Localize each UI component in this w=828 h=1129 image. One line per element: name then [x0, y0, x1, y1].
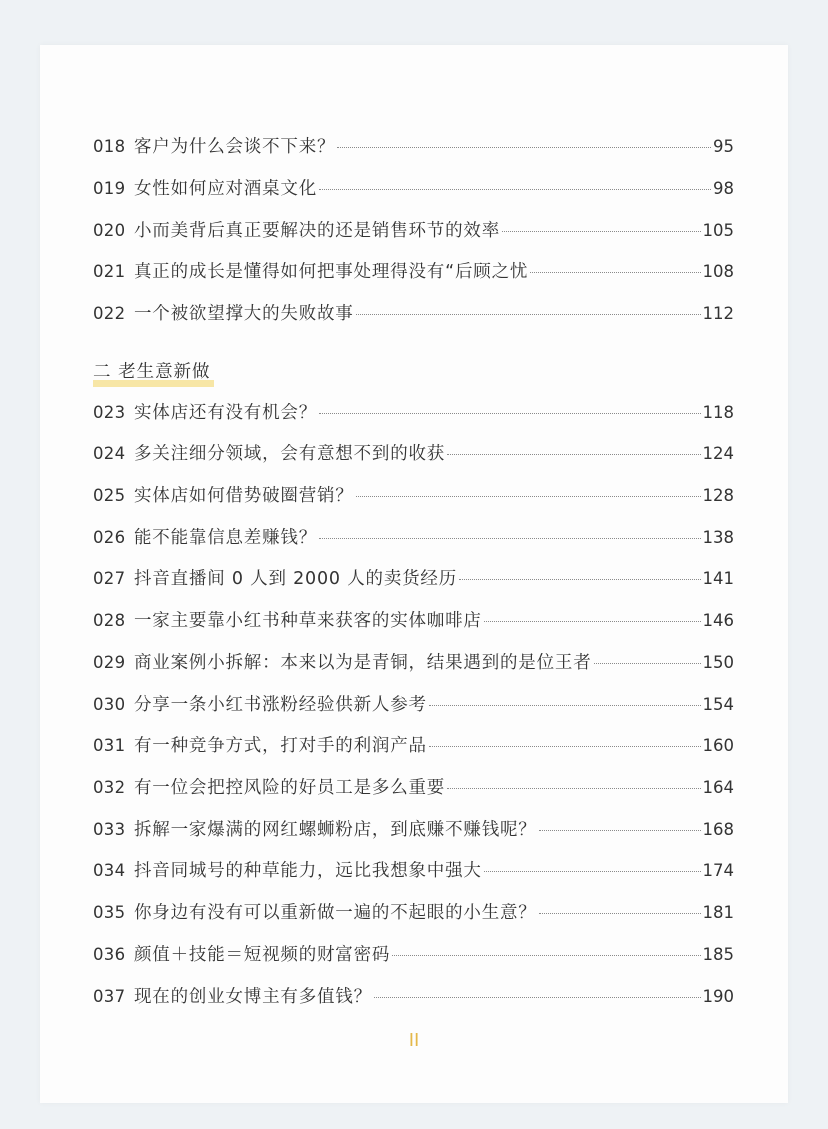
entry-title: 女性如何应对酒桌文化 — [134, 179, 317, 199]
toc-entry[interactable] — [93, 940, 734, 970]
toc-entry[interactable] — [93, 216, 734, 246]
entry-page: 174 — [702, 861, 734, 880]
entry-title: 一家主要靠小红书种草来获客的实体咖啡店 — [134, 611, 482, 631]
entry-number: 019 — [93, 179, 126, 198]
dot-leader — [374, 996, 701, 998]
toc-entry[interactable] — [93, 257, 734, 287]
entry-number: 036 — [93, 945, 126, 964]
dot-leader — [484, 620, 701, 622]
dot-leader — [337, 146, 711, 148]
dot-leader — [356, 495, 701, 497]
section-heading: 二 老生意新做 — [93, 357, 214, 387]
toc-entry[interactable] — [93, 398, 734, 428]
entry-page: 181 — [702, 903, 734, 922]
dot-leader — [459, 578, 700, 580]
toc-entry[interactable] — [93, 564, 734, 594]
entry-title: 实体店如何借势破圈营销？ — [134, 486, 354, 506]
toc-entry[interactable] — [93, 856, 734, 886]
entry-number: 035 — [93, 903, 126, 922]
entry-number: 025 — [93, 486, 126, 505]
entry-page: 185 — [702, 945, 734, 964]
entry-page: 128 — [702, 486, 734, 505]
dot-leader — [319, 188, 711, 190]
toc-entry[interactable] — [93, 481, 734, 511]
toc-entry[interactable] — [93, 174, 734, 204]
dot-leader — [429, 704, 701, 706]
entry-page: 146 — [702, 611, 734, 630]
toc-entry[interactable] — [93, 439, 734, 469]
toc-entry[interactable] — [93, 132, 734, 162]
entry-title: 一个被欲望撑大的失败故事 — [134, 304, 354, 324]
entry-number: 029 — [93, 653, 126, 672]
entry-title: 能不能靠信息差赚钱？ — [134, 528, 317, 548]
entry-title: 多关注细分领域，会有意想不到的收获 — [134, 444, 446, 464]
entry-number: 022 — [93, 304, 126, 323]
dot-leader — [319, 412, 701, 414]
entry-number: 026 — [93, 528, 126, 547]
dot-leader — [530, 271, 700, 273]
entry-title: 有一位会把控风险的好员工是多么重要 — [134, 778, 446, 798]
entry-title: 实体店还有没有机会？ — [134, 403, 317, 423]
entry-page: 112 — [702, 304, 734, 323]
dot-leader — [392, 954, 700, 956]
entry-title: 颜值＋技能＝短视频的财富密码 — [134, 945, 391, 965]
entry-title: 小而美背后真正要解决的还是销售环节的效率 — [134, 221, 500, 241]
toc-entry[interactable] — [93, 731, 734, 761]
entry-number: 027 — [93, 569, 126, 588]
entry-number: 034 — [93, 861, 126, 880]
entry-title: 有一种竞争方式，打对手的利润产品 — [134, 736, 427, 756]
toc-entry[interactable] — [93, 982, 734, 1012]
entry-number: 024 — [93, 444, 126, 463]
dot-leader — [356, 313, 701, 315]
toc-entry[interactable] — [93, 299, 734, 329]
entry-page: 190 — [702, 987, 734, 1006]
entry-number: 030 — [93, 695, 126, 714]
entry-page: 160 — [702, 736, 734, 755]
dot-leader — [484, 870, 701, 872]
entry-number: 018 — [93, 137, 126, 156]
entry-number: 037 — [93, 987, 126, 1006]
entry-number: 020 — [93, 221, 126, 240]
entry-page: 141 — [702, 569, 734, 588]
entry-page: 168 — [702, 820, 734, 839]
dot-leader — [594, 662, 701, 664]
entry-page: 150 — [702, 653, 734, 672]
entry-page: 138 — [702, 528, 734, 547]
toc-entry[interactable] — [93, 606, 734, 636]
entry-number: 023 — [93, 403, 126, 422]
toc-entry[interactable] — [93, 690, 734, 720]
entry-number: 033 — [93, 820, 126, 839]
entry-title: 客户为什么会谈不下来？ — [134, 137, 336, 157]
dot-leader — [447, 453, 700, 455]
toc-entry[interactable] — [93, 815, 734, 845]
entry-number: 031 — [93, 736, 126, 755]
dot-leader — [319, 537, 701, 539]
toc-entry[interactable] — [93, 648, 734, 678]
page-folio: II — [408, 1030, 420, 1051]
entry-title: 真正的成长是懂得如何把事处理得没有“后顾之忧 — [134, 262, 529, 282]
toc-entry[interactable] — [93, 898, 734, 928]
toc-entry[interactable] — [93, 523, 734, 553]
entry-title: 你身边有没有可以重新做一遍的不起眼的小生意？ — [134, 903, 537, 923]
dot-leader — [539, 912, 701, 914]
dot-leader — [502, 230, 701, 232]
entry-title: 商业案例小拆解：本来以为是青铜，结果遇到的是位王者 — [134, 653, 592, 673]
entry-title: 抖音直播间 0 人到 2000 人的卖货经历 — [134, 569, 458, 589]
dot-leader — [429, 745, 701, 747]
dot-leader — [539, 829, 701, 831]
entry-number: 021 — [93, 262, 126, 281]
entry-title: 现在的创业女博主有多值钱？ — [134, 987, 372, 1007]
entry-title: 抖音同城号的种草能力，远比我想象中强大 — [134, 861, 482, 881]
book-page — [40, 45, 788, 1103]
entry-number: 028 — [93, 611, 126, 630]
entry-title: 分享一条小红书涨粉经验供新人参考 — [134, 695, 427, 715]
entry-page: 118 — [702, 403, 734, 422]
entry-number: 032 — [93, 778, 126, 797]
entry-page: 98 — [713, 179, 734, 198]
entry-page: 108 — [702, 262, 734, 281]
dot-leader — [447, 787, 700, 789]
entry-title: 拆解一家爆满的网红螺蛳粉店，到底赚不赚钱呢？ — [134, 820, 537, 840]
toc-entry[interactable] — [93, 773, 734, 803]
entry-page: 95 — [713, 137, 734, 156]
entry-page: 124 — [702, 444, 734, 463]
entry-page: 164 — [702, 778, 734, 797]
entry-page: 105 — [702, 221, 734, 240]
entry-page: 154 — [702, 695, 734, 714]
